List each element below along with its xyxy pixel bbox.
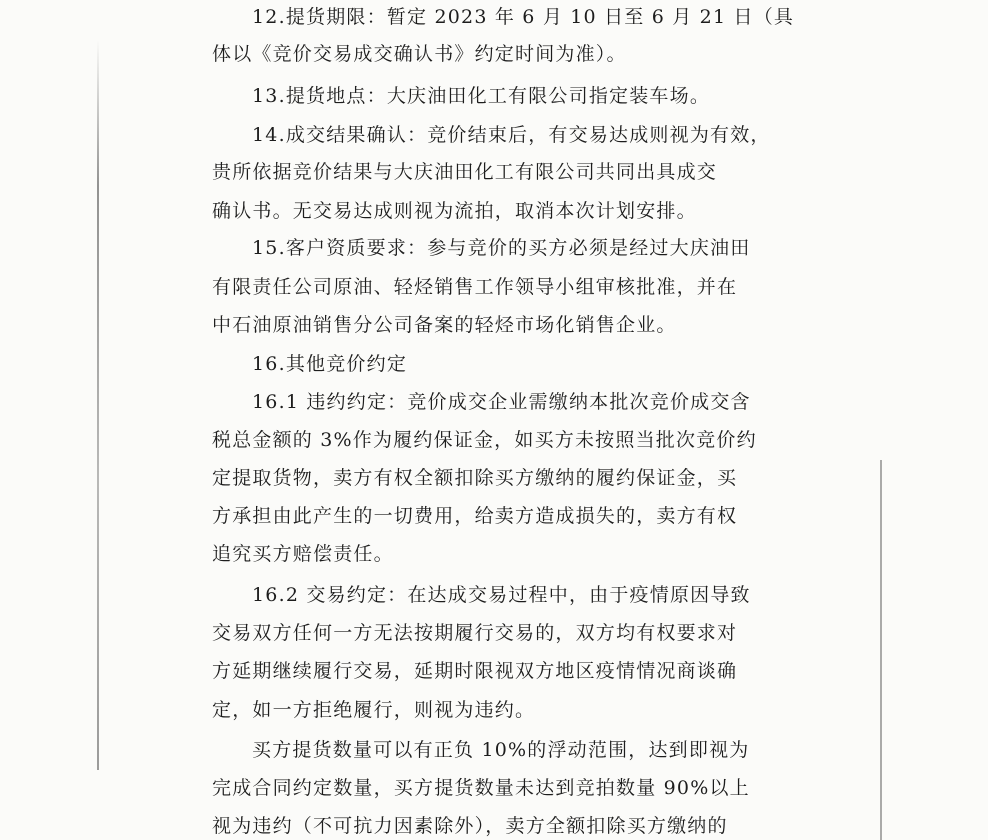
text-line: 买方提货数量可以有正负 10%的浮动范围，达到即视为 (252, 739, 750, 761)
text-line: 16.其他竞价约定 (252, 353, 408, 375)
text-line: 追究买方赔偿责任。 (212, 543, 394, 565)
text-line: 税总金额的 3%作为履约保证金，如买方未按照当批次竞价约 (212, 429, 757, 451)
text-line: 15.客户资质要求：参与竞价的买方必须是经过大庆油田 (252, 237, 751, 259)
text-line: 视为违约（不可抗力因素除外），卖方全额扣除买方缴纳的 (212, 815, 728, 837)
text-line: 定提取货物，卖方有权全额扣除买方缴纳的履约保证金，买 (212, 467, 738, 489)
scan-edge-shadow-right (880, 460, 882, 840)
text-line: 中石油原油销售分公司备案的轻烃市场化销售企业。 (212, 314, 677, 336)
scan-edge-shadow-left (97, 40, 99, 770)
text-line: 13.提货地点：大庆油田化工有限公司指定装车场。 (252, 85, 711, 107)
text-line: 16.2 交易约定：在达成交易过程中，由于疫情原因导致 (252, 584, 751, 606)
text-line: 方承担由此产生的一切费用，给卖方造成损失的，卖方有权 (212, 505, 738, 527)
text-line: 完成合同约定数量，买方提货数量未达到竞拍数量 90%以上 (212, 777, 750, 799)
text-line: 有限责任公司原油、轻烃销售工作领导小组审核批准，并在 (212, 276, 738, 298)
text-line: 方延期继续履行交易，延期时限视双方地区疫情情况商谈确 (212, 660, 738, 682)
text-line: 确认书。无交易达成则视为流拍，取消本次计划安排。 (212, 200, 697, 222)
text-line: 14.成交结果确认：竞价结束后，有交易达成则视为有效， (252, 124, 771, 146)
text-line: 16.1 违约约定：竞价成交企业需缴纳本批次竞价成交含 (252, 391, 751, 413)
text-line: 贵所依据竞价结果与大庆油田化工有限公司共同出具成交 (212, 161, 718, 183)
text-line: 体以《竞价交易成交确认书》约定时间为准）。 (212, 43, 627, 65)
text-line: 12.提货期限：暂定 2023 年 6 月 10 日至 6 月 21 日（具 (252, 6, 795, 28)
text-line: 定，如一方拒绝履行，则视为违约。 (212, 699, 536, 721)
text-line: 交易双方任何一方无法按期履行交易的，双方均有权要求对 (212, 622, 738, 644)
